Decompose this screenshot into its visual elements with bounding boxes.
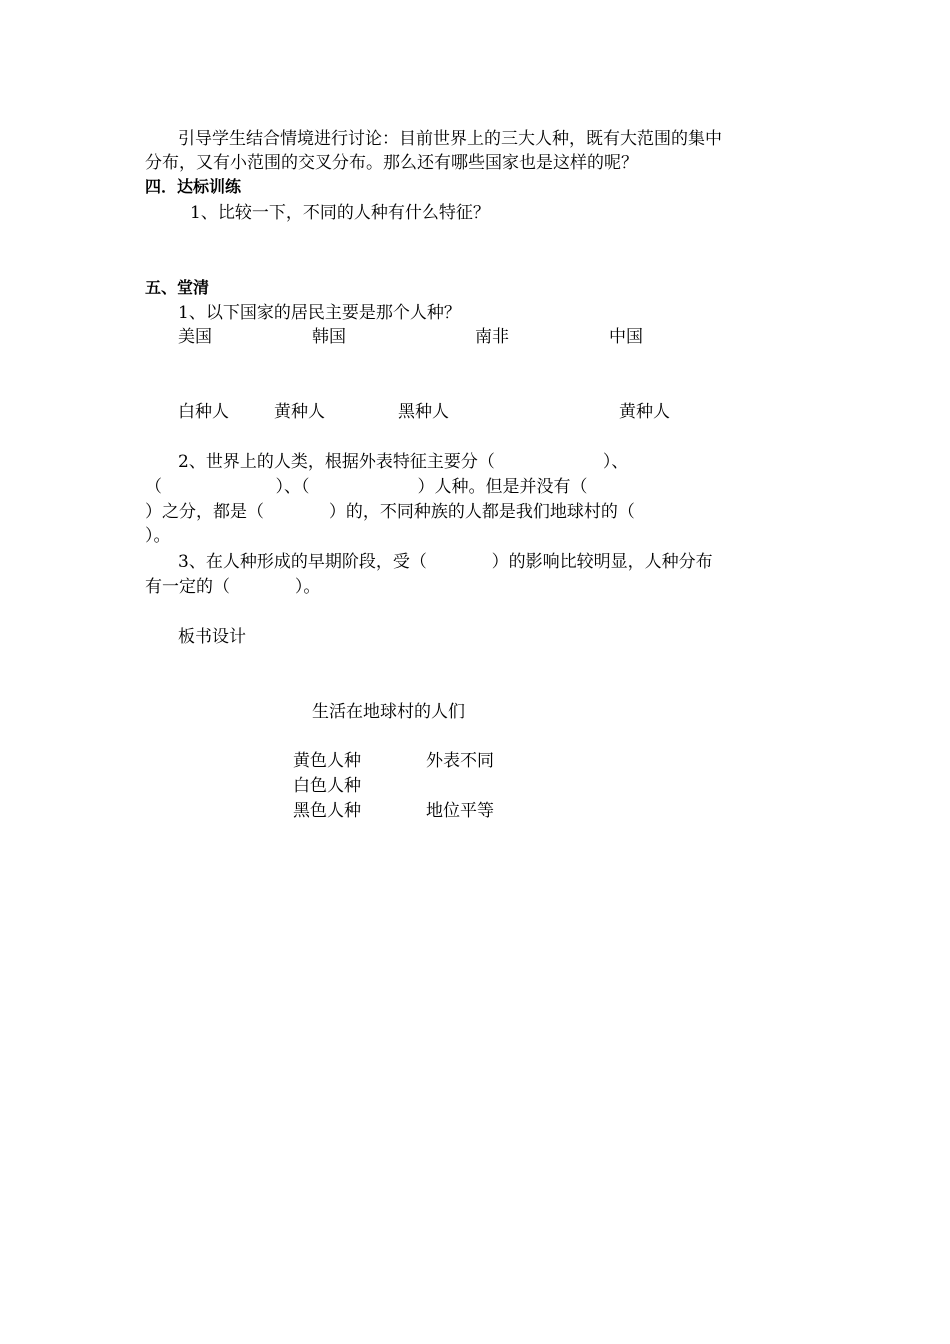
race-option-2: 黄种人 — [274, 402, 325, 422]
section-5-question-2-line-2: （ ）、（ ）人种。但是并没有（ — [145, 477, 588, 497]
intro-line-2: 分布，又有小范围的交叉分布。那么还有哪些国家也是这样的呢？ — [145, 153, 638, 173]
intro-line-1: 引导学生结合情境进行讨论：目前世界上的三大人种，既有大范围的集中 — [178, 129, 722, 149]
section-5-question-2-line-1: 2、世界上的人类，根据外表特征主要分（ ）、 — [178, 452, 629, 472]
section-5-question-2-line-3: ）之分，都是（ ）的，不同种族的人都是我们地球村的（ — [145, 502, 635, 522]
race-option-3: 黑种人 — [398, 402, 449, 422]
section-4-heading: 四．达标训练 — [145, 177, 242, 196]
board-title: 生活在地球村的人们 — [312, 702, 465, 722]
country-china: 中国 — [609, 327, 643, 347]
board-race-white: 白色人种 — [293, 776, 361, 796]
race-option-1: 白种人 — [178, 402, 229, 422]
country-usa: 美国 — [178, 327, 212, 347]
race-option-4: 黄种人 — [619, 402, 670, 422]
board-note-equality: 地位平等 — [426, 801, 494, 821]
board-race-yellow: 黄色人种 — [293, 751, 361, 771]
section-5-question-1: 1、以下国家的居民主要是那个人种？ — [178, 303, 461, 323]
country-korea: 韩国 — [312, 327, 346, 347]
section-5-question-3-line-1: 3、在人种形成的早期阶段，受（ ）的影响比较明显，人种分布 — [178, 552, 713, 572]
board-note-appearance: 外表不同 — [426, 751, 494, 771]
board-design-label: 板书设计 — [178, 627, 246, 647]
board-race-black: 黑色人种 — [293, 801, 361, 821]
section-5-question-2-line-4: ）。 — [145, 526, 171, 546]
section-5-heading: 五、堂清 — [145, 278, 210, 297]
section-5-question-3-line-2: 有一定的（ ）。 — [145, 577, 321, 597]
country-south-africa: 南非 — [475, 327, 509, 347]
section-4-question-1: 1、比较一下，不同的人种有什么特征？ — [190, 203, 490, 223]
